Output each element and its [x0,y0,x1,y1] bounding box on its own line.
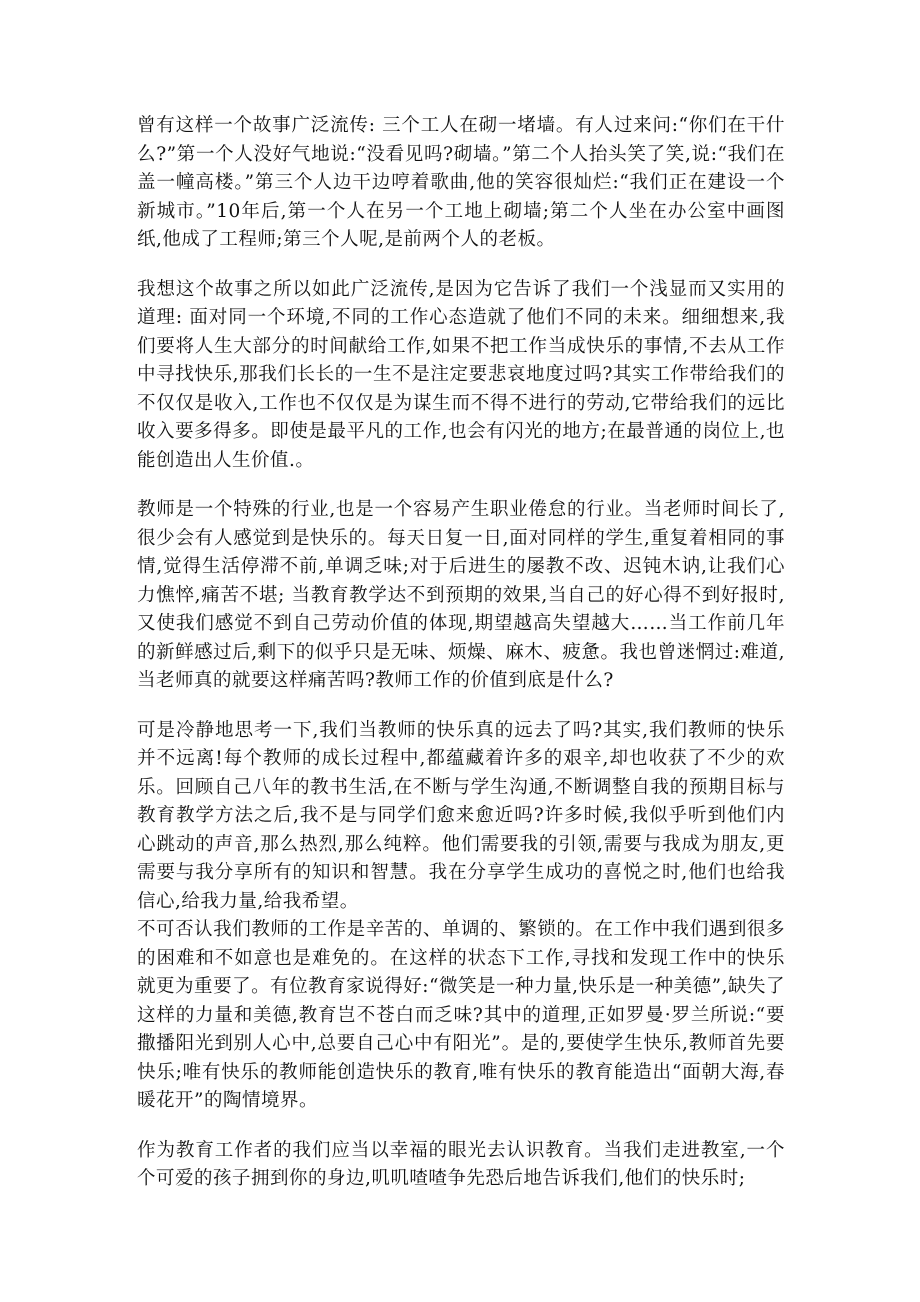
paragraph-teacher-burnout: 教师是一个特殊的行业,也是一个容易产生职业倦怠的行业。当老师时间长了,很少会有人感觉到是快乐的。每天日复一日,面对同样的学生,重复着相同的事情,觉得生活停滞不前,单调乏味;对于后进生的屡教不改、迟钝木讷,让我们心力憔悴,痛苦不堪; 当教育教学达不到预期的效果,当自己的好心得不到好报时,又使我们感觉不到自己劳动价值的体现,期望越高失望越大……当工作前几年的新鲜感过后,剩下的似乎只是无味、烦燥、麻木、疲惫。我也曾迷惘过:难道,当老师真的就要这样痛苦吗?教师工作的价值到底是什么? [137,499,785,691]
paragraph-story: 曾有这样一个故事广泛流传: 三个工人在砌一堵墙。有人过来问:“你们在干什么?”第一个人没好气地说:“没看见吗?砌墙。”第二个人抬头笑了笑,说:“我们在盖一幢高楼。”第三个人边干边哼着歌曲,他的笑容很灿烂:“我们正在建设一个新城市。”10年后,第一个人在另一个工地上砌墙;第二个人坐在办公室中画图纸,他成了工程师;第三个人呢,是前两个人的老板。 [137,115,785,250]
paragraph-teacher-joy: 可是冷静地思考一下,我们当教师的快乐真的远去了吗?其实,我们教师的快乐并不远离!每个教师的成长过程中,都蕴藏着许多的艰辛,却也收获了不少的欢乐。回顾自己八年的教书生活,在不断与学生沟通,不断调整自我的预期目标与教育教学方法之后,我不是与同学们愈来愈近吗?许多时候,我似乎听到他们内心跳动的声音,那么热烈,那么纯粹。他们需要我的引领,需要与我成为朋友,更需要与我分享所有的知识和智慧。我在分享学生成功的喜悦之时,他们也给我信心,给我力量,给我希望。 [137,719,785,912]
paragraph-finding-happiness: 不可否认我们教师的工作是辛苦的、单调的、繁锁的。在工作中我们遇到很多的困难和不如意也是难免的。在这样的状态下工作,寻找和发现工作中的快乐就更为重要了。有位教育家说得好:“微笑是一种力量,快乐是一种美德”,缺失了这样的力量和美德,教育岂不苍白而乏味?其中的道理,正如罗曼·罗兰所说:“要撒播阳光到别人心中,总要自己心中有阳光”。是的,要使学生快乐,教师首先要快乐;唯有快乐的教师能创造快乐的教育,唯有快乐的教育能造出“面朝大海,春暖花开”的陶情境界。 [137,919,785,1111]
paragraph-happy-view: 作为教育工作者的我们应当以幸福的眼光去认识教育。当我们走进教室,一个个可爱的孩子拥到你的身边,叽叽喳喳争先恐后地告诉我们,他们的快乐时; [137,1139,785,1189]
paragraph-reflection: 我想这个故事之所以如此广泛流传,是因为它告诉了我们一个浅显而又实用的道理: 面对同一个环境,不同的工作心态造就了他们不同的未来。细细想来,我们要将人生大部分的时间献给工作,如果不把工作当成快乐的事情,不去从工作中寻找快乐,那我们长长的一生不是注定要悲哀地度过吗?其实工作带给我们的不仅仅是收入,工作也不仅仅是为谋生而不得不进行的劳动,它带给我们的远比收入要多得多。即使是最平凡的工作,也会有闪光的地方;在最普通的岗位上,也能创造出人生价值.。 [137,278,785,471]
article-body [137,112,785,1194]
